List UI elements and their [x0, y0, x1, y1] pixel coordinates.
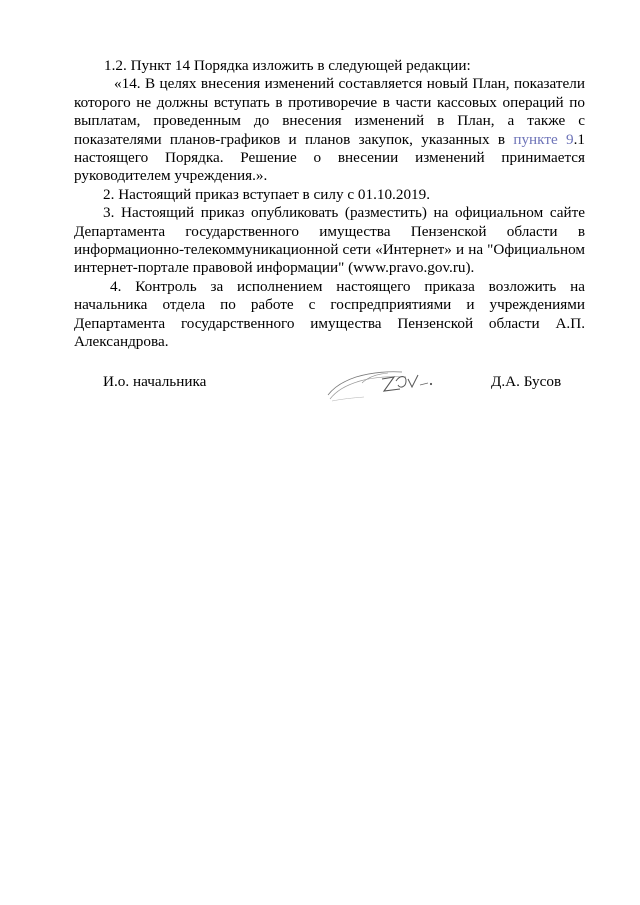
signatory-name: Д.А. Бусов	[491, 373, 562, 390]
reference-link[interactable]: пункте 9	[513, 130, 574, 148]
paragraph-4: 4. Контроль за исполнением настоящего приказа возложить на начальника отдела по работе с госпредприятиями и учреждениями Департамента государственного имущества Пензенской области А.П. Александрова.	[74, 277, 585, 351]
paragraph-2: 2. Настоящий приказ вступает в силу с 01.10.2019.	[103, 185, 431, 203]
paragraph-3: 3. Настоящий приказ опубликовать (разместить) на официальном сайте Департамента государственного имущества Пензенской области в информационно-телекоммуникационной сети «Интернет» и на "Официальном интернет-портале правовой информации" (www.pravo.gov.ru).	[74, 204, 585, 277]
paragraph-14-quote	[74, 75, 585, 185]
paragraph-14-text-start: «14. В целях внесения изменений составляется новый План, показатели которого не должны вступать в противоречие в части кассовых операций по выплатам, проведенным до внесения изменений в План, а также с показателями планов-графиков и планов закупок, указанных в	[74, 75, 585, 148]
paragraph-1-2: 1.2. Пункт 14 Порядка изложить в следующей редакции:	[104, 57, 471, 74]
document-body	[74, 57, 585, 352]
paragraph-14-text-end: .1 настоящего Порядка. Решение о внесении изменений принимается руководителем учреждения.».	[74, 130, 585, 185]
handwritten-signature	[322, 361, 440, 403]
signature-block	[0, 371, 640, 401]
signatory-title: И.о. начальника	[103, 373, 207, 390]
